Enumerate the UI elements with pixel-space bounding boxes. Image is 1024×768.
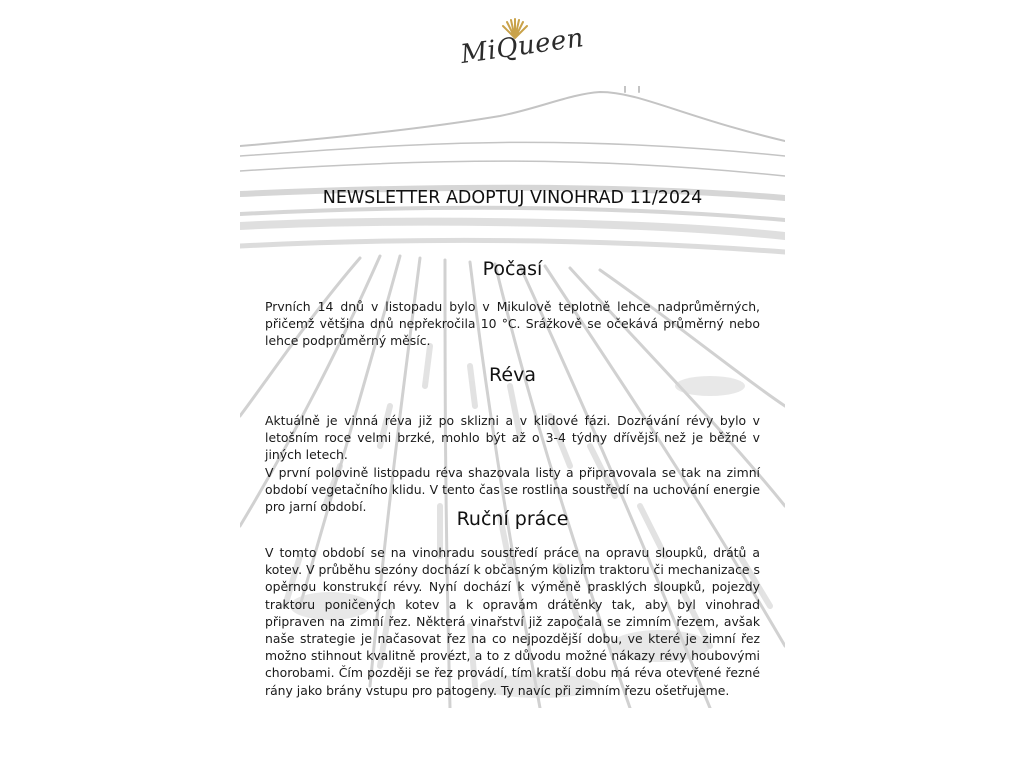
paragraph: Prvních 14 dnů v listopadu bylo v Mikulově teplotně lehce nadprůměrných, přičemž většina dnů nepřekročila 10 °C. Srážkově se očekává průměrný nebo lehce podprůměrný měsíc. [265, 299, 760, 349]
section-vine-text [265, 412, 760, 515]
section-heading-vine: Réva [489, 364, 536, 386]
brand-logo [455, 14, 586, 76]
paragraph: V první polovině listopadu réva shazovala listy a připravovala se tak na zimní období vegetačního klidu. V tento čas se rostlina soustředí na uchování energie pro jarní období. [265, 464, 760, 515]
paragraph: V tomto období se na vinohradu soustředí práce na opravu sloupků, drátů a kotev. V průběhu sezóny dochází k občasným kolizím traktoru či mechanizace s opěrnou konstrukcí révy. Nyní dochází k výměně prasklých sloupků, pojezdy traktoru poničených kotev a k opravám drátěnky tak, aby byl vinohrad připraven na zimní řez. Některá vinařství již započala se zimním řezem, avšak naše strategie je načasovat řez na co nejpozdější dobu, ve které je zimní řez možno stihnout kvalitně provézt, a to z důvodu možné nákazy révy houbovými chorobami. Čím později se řez provádí, tím kratší dobu má réva otevřené řezné rány jako brány vstupu pro patogeny. Ty navíc při zimním řezu ošetřujeme. [265, 545, 760, 698]
brand-wordmark: MiQueen [458, 23, 586, 70]
section-heading-weather: Počasí [482, 258, 543, 280]
newsletter-title: NEWSLETTER ADOPTUJ VINOHRAD 11/2024 [322, 188, 703, 208]
section-manual-work-text [265, 544, 760, 699]
section-weather-text [265, 298, 760, 350]
paragraph: Aktuálně je vinná réva již po sklizni a v klidové fázi. Dozrávání révy bylo v letošním roce velmi brzké, mohlo být až o 3-4 týdny dřívější než je běžné v jiných letech. [265, 413, 760, 463]
section-heading-manual-work: Ruční práce [456, 508, 569, 530]
